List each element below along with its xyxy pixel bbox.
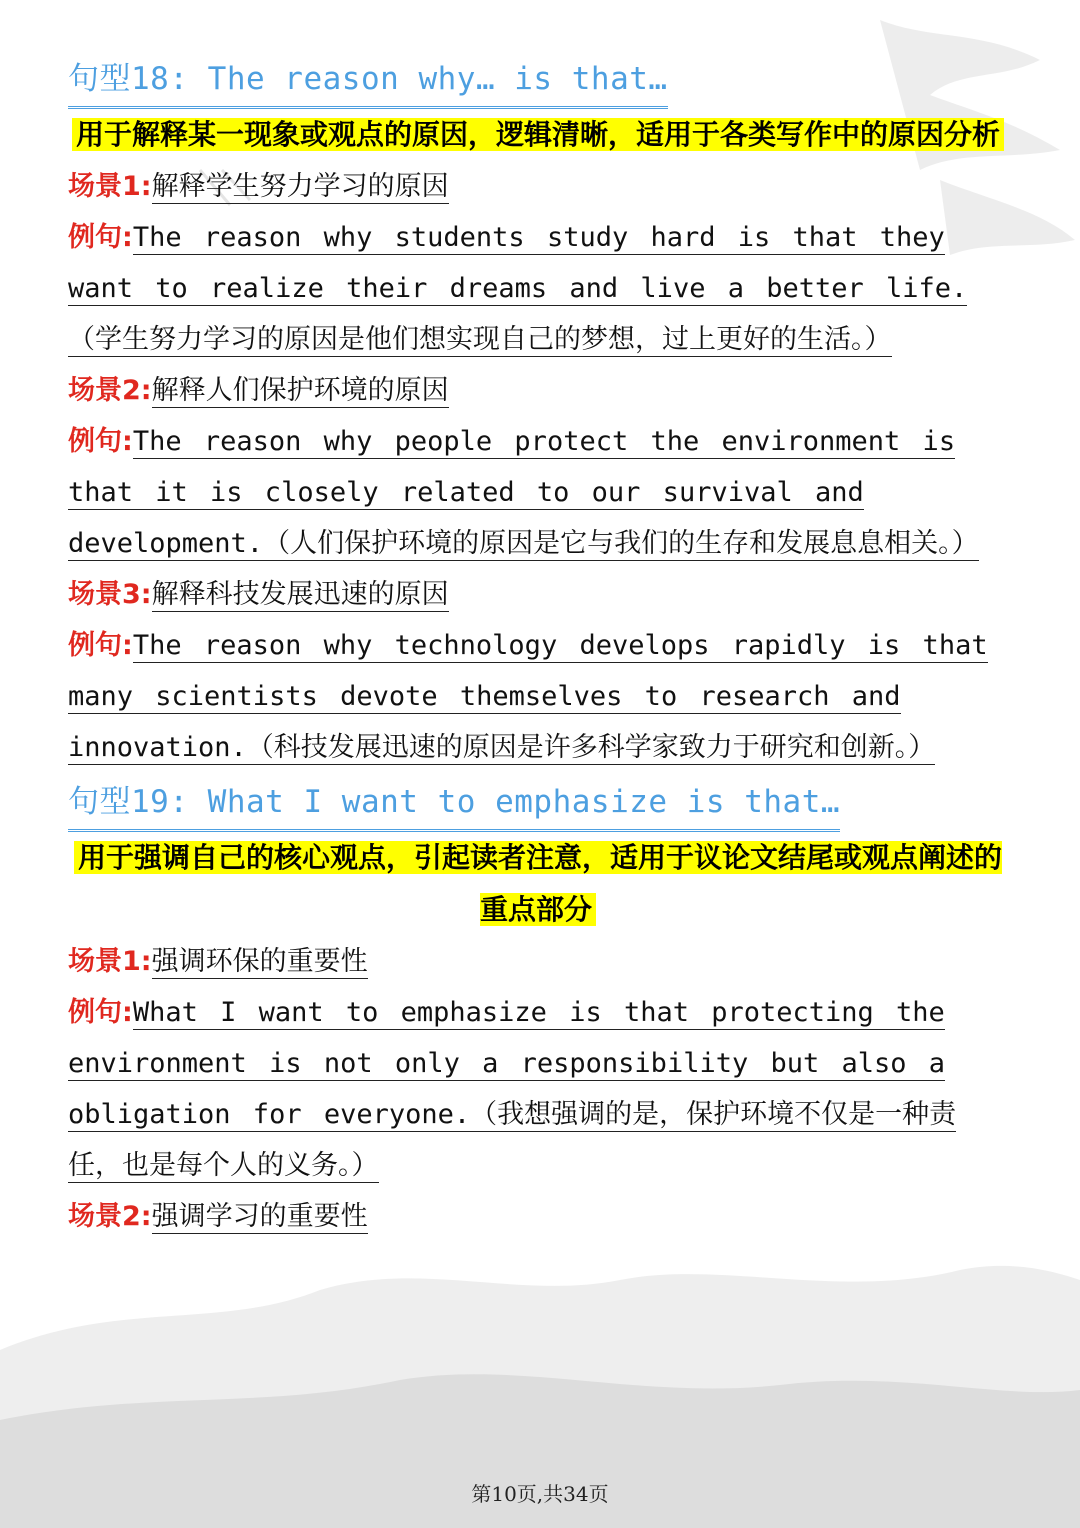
pattern-description: [68, 109, 1008, 161]
example-label: 例句:: [68, 426, 133, 457]
example-sentence: [68, 987, 1008, 1191]
example-sentence: [68, 620, 1008, 773]
scene-label: 场景3:: [68, 579, 152, 610]
scene-title-line: [68, 161, 1008, 212]
highlighted-description: 用于强调自己的核心观点，引起读者注意，适用于议论文结尾或观点阐述的重点部分: [74, 841, 1002, 926]
scene-title-line: [68, 936, 1008, 987]
pattern-heading: 句型18: The reason why… is that…: [68, 52, 668, 109]
scene-title: 强调环保的重要性: [151, 946, 368, 977]
example-text: The reason why people protect the environment is that it is closely related to our survival and development.（人们保护环境的原因是它与我们的生存和发展息息相关。）: [68, 426, 979, 559]
example-label: 例句:: [68, 222, 133, 253]
scene-title-line: [68, 1191, 1008, 1242]
pattern-description: [68, 832, 1008, 936]
example-text: The reason why technology develops rapidly is that many scientists devote themselves to research and innovation.（科技发展迅速的原因是许多科学家致力于研究和创新。）: [68, 630, 988, 763]
section-pattern-18: [68, 50, 1008, 773]
scene-label: 场景1:: [68, 171, 152, 202]
page-number-footer: 第10页,共34页: [471, 1482, 609, 1506]
scene-title: 解释科技发展迅速的原因: [151, 579, 449, 610]
example-sentence: [68, 212, 1008, 365]
example-sentence: [68, 416, 1008, 569]
section-pattern-19: [68, 773, 1008, 1242]
scene-title-line: [68, 569, 1008, 620]
example-text: The reason why students study hard is that they want to realize their dreams and live a better life.（学生努力学习的原因是他们想实现自己的梦想，过上更好的生活。）: [68, 222, 968, 355]
example-text: What I want to emphasize is that protecting the environment is not only a responsibility but also a obligation for everyone.（我想强调的是，保护环境不仅是一种责任，也是每个人的义务。）: [68, 997, 957, 1181]
pattern-heading: 句型19: What I want to emphasize is that…: [68, 775, 840, 832]
example-label: 例句:: [68, 630, 133, 661]
scene-label: 场景1:: [68, 946, 152, 977]
scene-title: 解释学生努力学习的原因: [151, 171, 449, 202]
scene-title-line: [68, 365, 1008, 416]
example-label: 例句:: [68, 997, 133, 1028]
document-page: [68, 50, 1008, 1242]
scene-label: 场景2:: [68, 1201, 152, 1232]
highlighted-description: 用于解释某一现象或观点的原因，逻辑清晰，适用于各类写作中的原因分析: [72, 118, 1004, 151]
scene-title: 强调学习的重要性: [151, 1201, 368, 1232]
scene-title: 解释人们保护环境的原因: [151, 375, 449, 406]
scene-label: 场景2:: [68, 375, 152, 406]
